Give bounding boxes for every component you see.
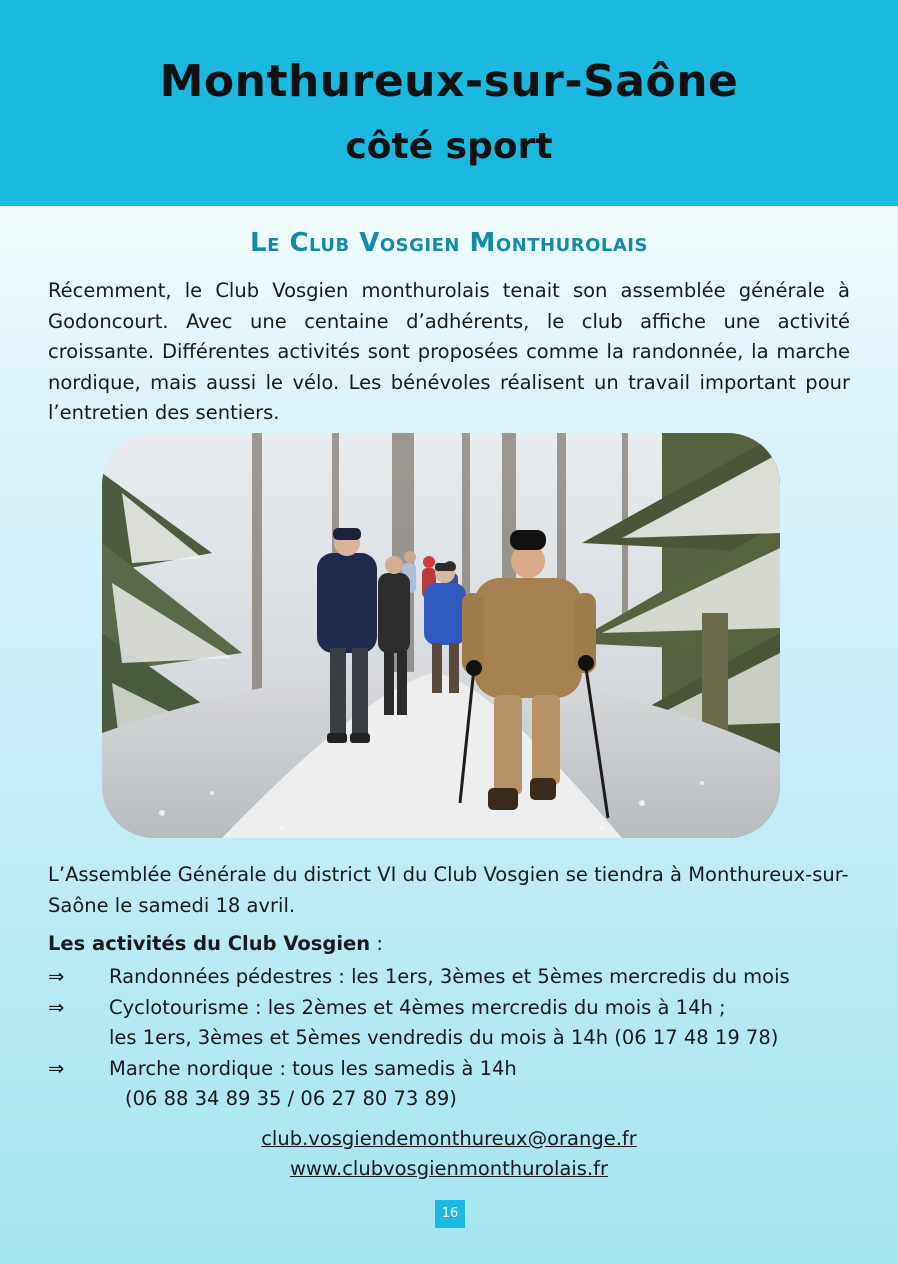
arrow-bullet-icon: ⇒ xyxy=(48,965,65,988)
intro-paragraph: Récemment, le Club Vosgien monthurolais tenait son assemblée générale à Godoncourt. Avec une centaine d’adhérents, le club affiche une activité croissante. Différentes activités sont proposées comme la randonnée, la marche nordique, mais aussi le vélo. Les bénévoles réalisent un travail important pour l’entretien des sentiers. xyxy=(48,279,850,424)
page-title: Monthureux-sur-Saône xyxy=(159,56,739,107)
arrow-bullet-icon: ⇒ xyxy=(48,1056,65,1080)
list-item xyxy=(48,993,850,1054)
list-item xyxy=(48,962,850,993)
activity-text: Cyclotourisme : les 2èmes et 4èmes mercredis du mois à 14h ; xyxy=(109,995,726,1019)
activities-title xyxy=(48,932,383,955)
arrow-bullet-icon: ⇒ xyxy=(48,995,65,1019)
header-banner xyxy=(0,0,898,206)
list-item xyxy=(48,1054,850,1115)
activities-title-colon: : xyxy=(370,932,383,955)
activities-list xyxy=(48,962,850,1115)
section-heading: Le Club Vosgien Monthurolais xyxy=(250,228,648,258)
website-link[interactable]: www.clubvosgienmonthurolais.fr xyxy=(289,1157,609,1180)
contacts xyxy=(0,1124,898,1184)
email-link[interactable]: club.vosgiendemonthureux@orange.fr xyxy=(261,1127,637,1150)
hikers-photo xyxy=(102,433,780,838)
activity-subtext: les 1ers, 3èmes et 5èmes vendredis du mois à 14h (06 17 48 19 78) xyxy=(109,1026,779,1049)
page-subtitle: côté sport xyxy=(345,126,553,167)
activity-text: Randonnées pédestres : les 1ers, 3èmes et 5èmes mercredis du mois xyxy=(109,965,790,988)
activity-text: Marche nordique : tous les samedis à 14h xyxy=(109,1056,517,1080)
general-assembly-notice: L’Assemblée Générale du district VI du Club Vosgien se tiendra à Monthureux-sur-Saône le samedi 18 avril. xyxy=(48,863,849,917)
activity-phone: (06 88 34 89 35 / 06 27 80 73 89) xyxy=(125,1087,457,1110)
activities-title-text: Les activités du Club Vosgien xyxy=(48,932,371,955)
page-number: 16 xyxy=(435,1200,465,1228)
